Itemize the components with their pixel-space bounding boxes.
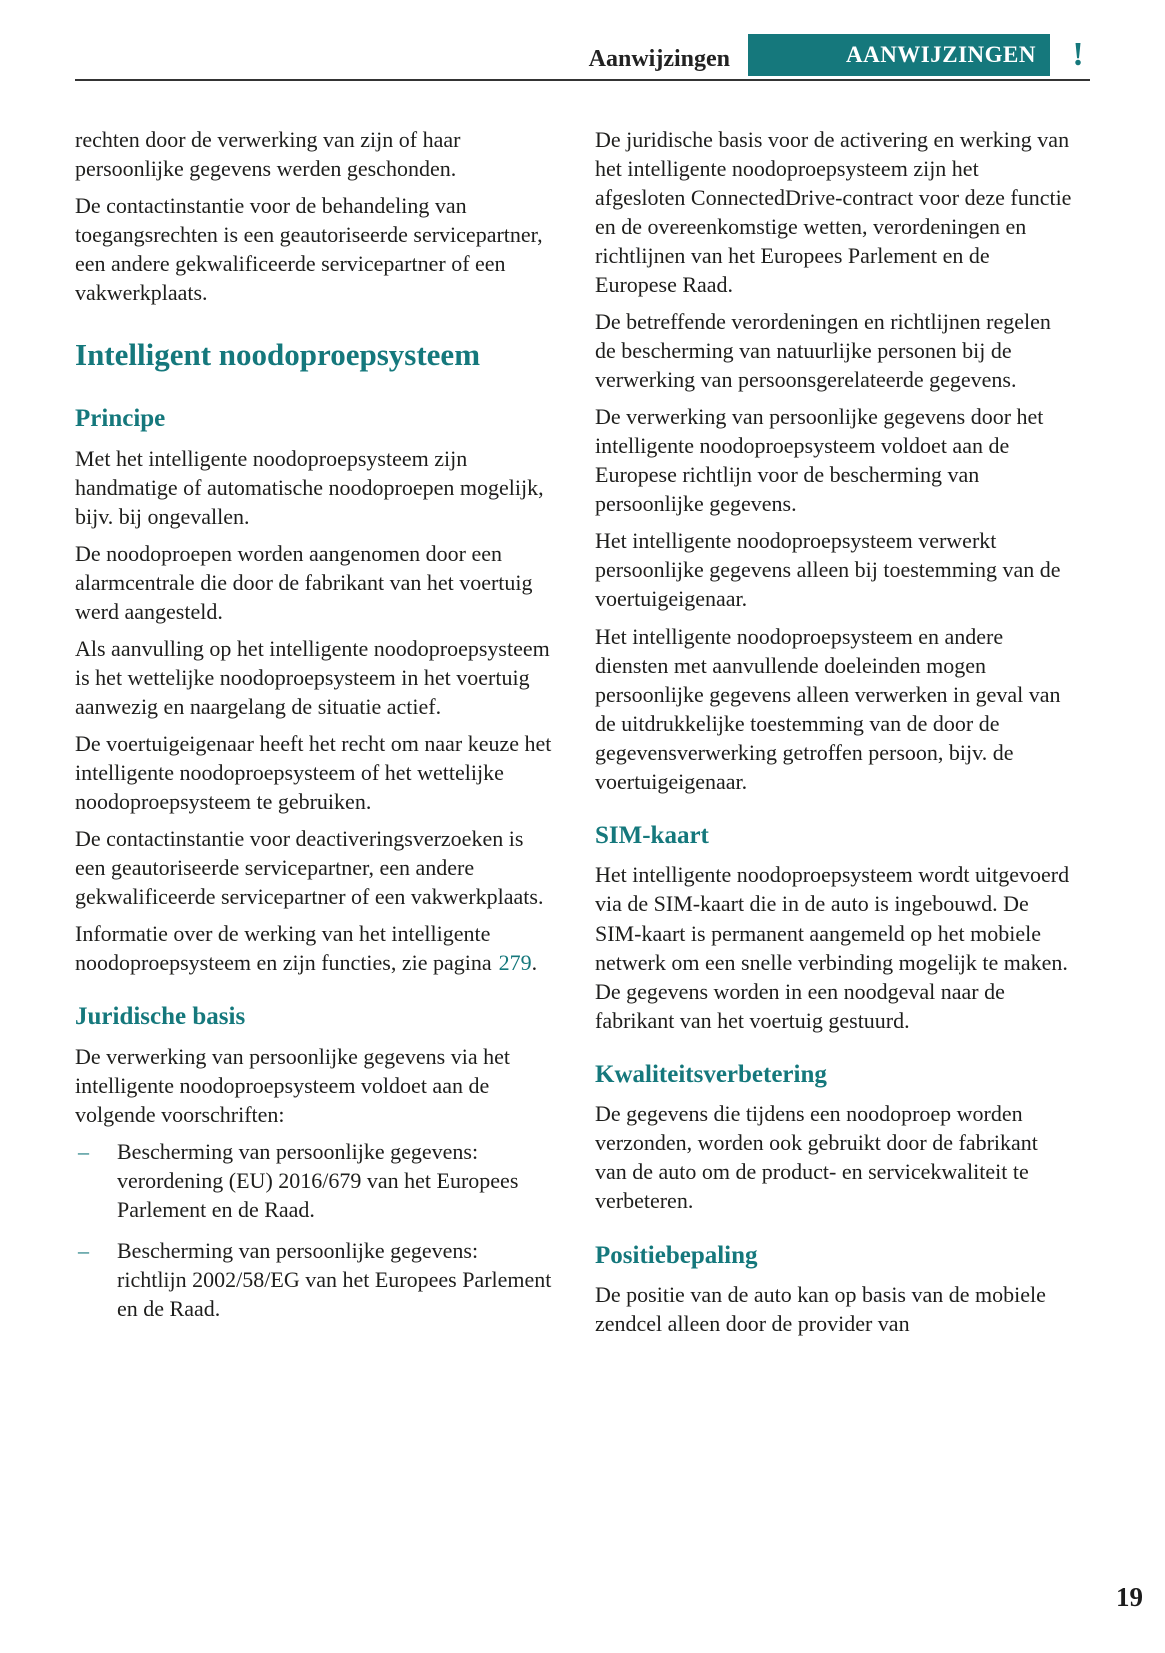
subsection-title-sim-kaart: SIM-kaart [595, 821, 709, 849]
list-item-text: Bescherming van persoonlijke gegevens: verordening (EU) 2016/679 van het Europees Parlement en de Raad. [117, 1138, 519, 1223]
list-item-text: Bescherming van persoonlijke gegevens: richtlijn 2002/58/EG van het Europees Parlement en de Raad. [117, 1238, 552, 1322]
paragraph-text: . [531, 950, 538, 976]
paragraph: De verwerking van persoonlijke gegevens via het intelligente noodoproepsysteem voldoet aan de volgende voorschriften: [75, 1043, 510, 1127]
list-dash-icon: – [78, 1238, 89, 1264]
subsection-title-kwaliteitsverbetering: Kwaliteitsverbetering [595, 1060, 827, 1088]
page-header [75, 34, 1090, 81]
paragraph: Het intelligente noodoproepsysteem verwerkt persoonlijke gegevens alleen bij toestemming van de voertuigeigenaar. [595, 528, 1061, 612]
paragraph: De verwerking van persoonlijke gegevens door het intelligente noodoproepsysteem voldoet aan de Europese richtlijn voor de bescherming van persoonlijke gegevens. [595, 404, 1044, 517]
paragraph-text: Informatie over de werking van het intelligente noodoproepsysteem en zijn functies, zie pagina [75, 921, 492, 976]
paragraph: Als aanvulling op het intelligente noodoproepsysteem is het wettelijke noodoproepsysteem in het voertuig aanwezig en naargelang de situatie actief. [75, 635, 550, 719]
page-number: 19 [1116, 1582, 1143, 1612]
chapter-badge: AANWIJZINGEN [748, 34, 1050, 76]
list-item [75, 1137, 553, 1224]
paragraph: De contactinstantie voor de behandeling van toegangsrechten is een geautoriseerde servicepartner, een andere gekwalificeerde servicepartner of een vakwerkplaats. [75, 193, 543, 306]
paragraph: De voertuigeigenaar heeft het recht om naar keuze het intelligente noodoproepsysteem of het wettelijke noodoproepsysteem te gebruiken. [75, 730, 552, 814]
exclamation-icon: ! [1072, 36, 1084, 73]
paragraph: De contactinstantie voor deactiveringsverzoeken is een geautoriseerde servicepartner, een andere gekwalificeerde servicepartner of een vakwerkplaats. [75, 825, 544, 910]
paragraph-with-link [75, 919, 553, 977]
left-column [75, 125, 553, 1346]
subsection-title-positiebepaling: Positiebepaling [595, 1241, 758, 1269]
list-dash-icon: – [78, 1138, 89, 1164]
subsection-title-juridische-basis: Juridische basis [75, 1003, 246, 1031]
section-title: Intelligent noodoproepsysteem [75, 337, 481, 373]
paragraph: De positie van de auto kan op basis van de mobiele zendcel alleen door de provider van [595, 1282, 1046, 1337]
paragraph: De noodoproepen worden aangenomen door een alarmcentrale die door de fabrikant van het voertuig werd aangesteld. [75, 540, 533, 624]
page-reference-link[interactable]: 279 [498, 950, 532, 976]
paragraph: Het intelligente noodoproepsysteem wordt uitgevoerd via de SIM-kaart die in de auto is ingebouwd. De SIM-kaart is permanent aangemeld op het mobiele netwerk om een snelle verbinding mogelijk te maken. De gegevens worden in een noodgeval naar de fabrikant van het voertuig gestuurd. [595, 862, 1070, 1033]
paragraph: Met het intelligente noodoproepsysteem zijn handmatige of automatische noodoproepen mogelijk, bijv. bij ongevallen. [75, 445, 544, 529]
paragraph: Het intelligente noodoproepsysteem en andere diensten met aanvullende doeleinden mogen persoonlijke gegevens alleen verwerken in geval van de uitdrukkelijke toestemming van de door de gegevensverwerking getroffen persoon, bijv. de voertuigeigenaar. [595, 623, 1061, 794]
content-columns [75, 81, 1090, 1346]
paragraph: De betreffende verordeningen en richtlijnen regelen de bescherming van natuurlijke personen bij de verwerking van persoonsgerelateerde gegevens. [595, 309, 1051, 393]
paragraph: De juridische basis voor de activering en werking van het intelligente noodoproepsysteem zijn het afgesloten ConnectedDrive-contract voor deze functie en de overeenkomstige wetten, verordeningen en richtlijnen van het Europees Parlement en de Europese Raad. [595, 127, 1072, 298]
list-item [75, 1236, 553, 1323]
running-title: Aanwijzingen [588, 45, 730, 72]
subsection-title-principe: Principe [75, 404, 166, 432]
right-column [595, 125, 1073, 1346]
paragraph: rechten door de verwerking van zijn of haar persoonlijke gegevens werden geschonden. [75, 127, 461, 182]
paragraph: De gegevens die tijdens een noodoproep worden verzonden, worden ook gebruikt door de fabrikant van de auto om de product- en servicekwaliteit te verbeteren. [595, 1101, 1038, 1214]
